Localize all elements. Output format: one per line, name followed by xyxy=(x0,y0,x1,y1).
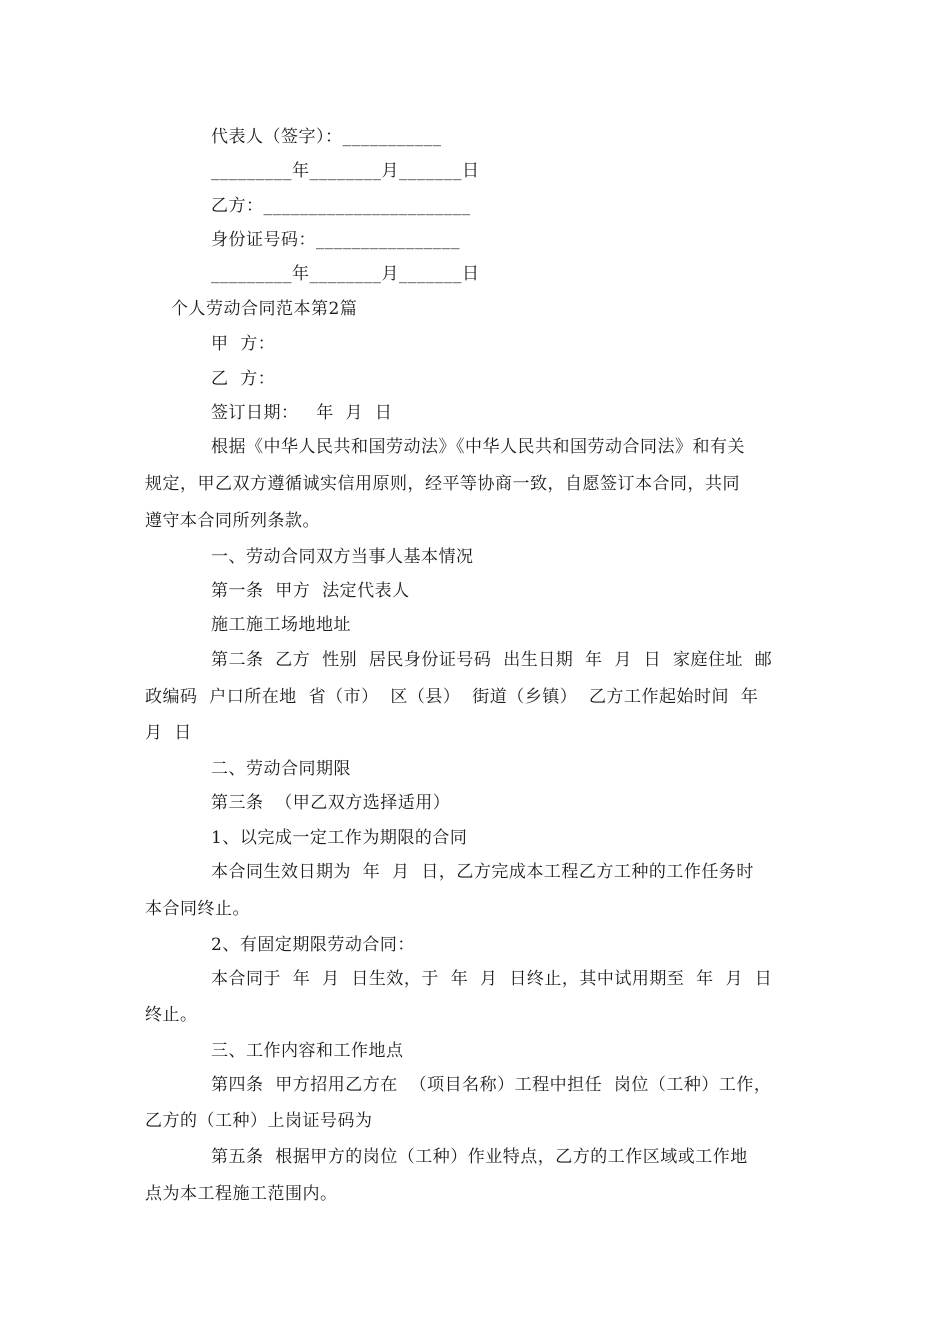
article-4-line-1: 第四条 甲方招用乙方在 （项目名称）工程中担任 岗位（工种）工作， xyxy=(211,1075,772,1095)
chapter-1-heading: 一、劳动合同双方当事人基本情况 xyxy=(211,547,474,567)
date-line-2: _________年________月_______日 xyxy=(211,264,480,284)
chapter-3-heading: 三、工作内容和工作地点 xyxy=(211,1041,404,1061)
section-title: 个人劳动合同范本第2篇 xyxy=(171,299,358,319)
intro-paragraph-line-2: 规定，甲乙双方遵循诚实信用原则，经平等协商一致，自愿签订本合同，共同 xyxy=(145,474,740,494)
item-1-line-1: 本合同生效日期为 年 月 日，乙方完成本工程乙方工种的工作任务时 xyxy=(211,862,754,882)
article-2-line-1: 第二条 乙方 性别 居民身份证号码 出生日期 年 月 日 家庭住址 邮 xyxy=(211,650,773,670)
date-line-1: _________年________月_______日 xyxy=(211,161,480,181)
site-address: 施工施工场地地址 xyxy=(211,615,351,635)
item-1-line-2: 本合同终止。 xyxy=(145,899,250,919)
intro-paragraph-line-1: 根据《中华人民共和国劳动法》《中华人民共和国劳动合同法》和有关 xyxy=(211,437,745,457)
intro-paragraph-line-3: 遵守本合同所列条款。 xyxy=(145,511,320,531)
item-2-heading: 2、有固定期限劳动合同： xyxy=(211,935,415,955)
party-b-signature-line: 乙方：_______________________ xyxy=(211,196,471,216)
item-2-line-2: 终止。 xyxy=(145,1005,198,1025)
id-number-line: 身份证号码：________________ xyxy=(211,230,460,250)
party-b-label: 乙 方： xyxy=(211,369,276,389)
article-2-line-2: 政编码 户口所在地 省（市） 区（县） 街道（乡镇） 乙方工作起始时间 年 xyxy=(145,687,759,707)
article-1: 第一条 甲方 法定代表人 xyxy=(211,581,410,601)
article-5-line-1: 第五条 根据甲方的岗位（工种）作业特点，乙方的工作区域或工作地 xyxy=(211,1147,748,1167)
article-2-line-3: 月 日 xyxy=(145,723,192,743)
article-3: 第三条 （甲乙双方选择适用） xyxy=(211,793,451,813)
sign-date-label: 签订日期： 年 月 日 xyxy=(211,403,393,423)
article-4-line-2: 乙方的（工种）上岗证号码为 xyxy=(145,1111,373,1131)
chapter-2-heading: 二、劳动合同期限 xyxy=(211,759,351,779)
party-a-label: 甲 方： xyxy=(211,334,276,354)
item-1-heading: 1、以完成一定工作为期限的合同 xyxy=(211,828,468,848)
item-2-line-1: 本合同于 年 月 日生效，于 年 月 日终止，其中试用期至 年 月 日 xyxy=(211,969,773,989)
article-5-line-2: 点为本工程施工范围内。 xyxy=(145,1184,338,1204)
rep-signature-line: 代表人（签字）：___________ xyxy=(211,127,442,147)
